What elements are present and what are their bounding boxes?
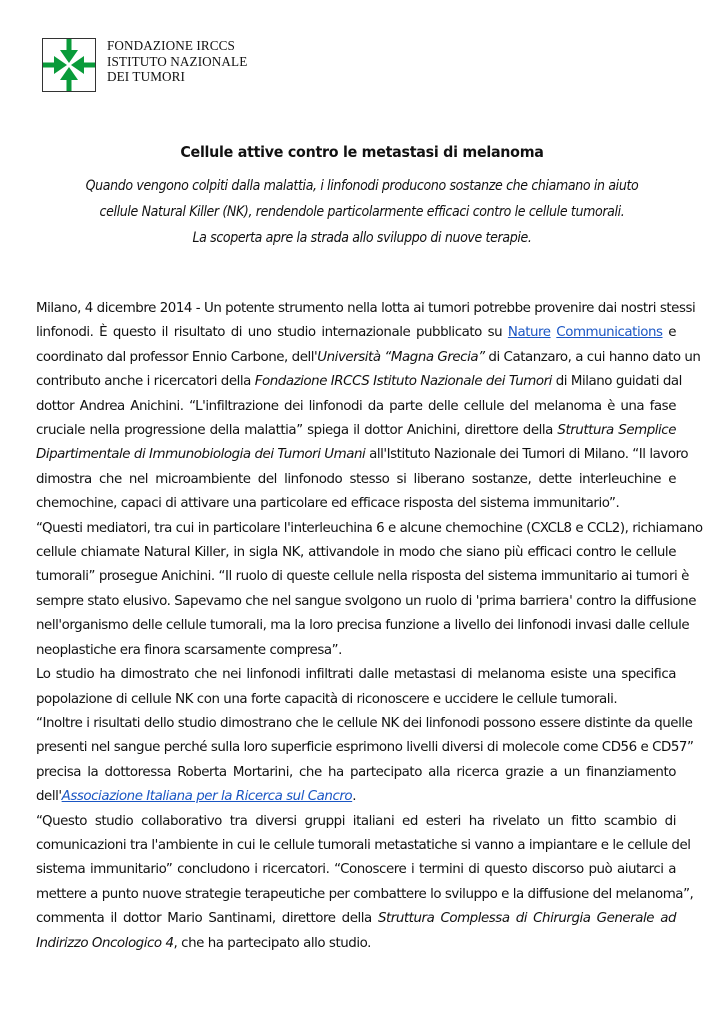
text-line — [36, 419, 676, 443]
department-name: Struttura Complessa di Chirurgia Generale ad — [377, 911, 676, 927]
text-span: commenta il dottor Mario Santinami, direttore della — [36, 911, 378, 927]
text-line: “Questi mediatori, tra cui in particolare l'interleuchina 6 e alcune chemochine (CXCL8 e CCL2), richiamano — [36, 520, 703, 536]
text-line: precisa la dottoressa Roberta Mortarini, che ha partecipato alla ricerca grazie a un finanziamento — [36, 764, 676, 780]
text-line: cellule chiamate Natural Killer, in sigla NK, attivandole in modo che siano più efficaci contro le cellule — [36, 545, 676, 561]
text-line: comunicazioni tra l'ambiente in cui le cellule tumorali metastatiche si vanno a impiantare e le cellule del — [36, 837, 691, 853]
text-line: neoplastiche era finora scarsamente compresa”. — [36, 642, 342, 658]
text-line: “Questo studio collaborativo tra diversi gruppi italiani ed esteri ha rivelato un fitto scambio di — [36, 813, 676, 829]
text-line — [36, 346, 701, 370]
institute-name: Fondazione IRCCS Istituto Nazionale dei Tumori — [254, 374, 552, 390]
article-title: Cellule attive contro le metastasi di melanoma — [180, 143, 544, 161]
text-line: mettere a punto nuove strategie terapeutiche per combattere lo sviluppo e la diffusione del melanoma”, — [36, 886, 694, 902]
department-name: Indirizzo Oncologico 4 — [36, 935, 174, 951]
paragraph-4 — [36, 712, 694, 810]
department-name: Dipartimentale di Immunobiologia dei Tumori Umani — [36, 447, 366, 463]
nature-link[interactable]: Nature — [507, 325, 551, 341]
text-span: e — [668, 325, 677, 341]
text-line — [36, 370, 682, 394]
logo-line: DEI TUMORI — [107, 69, 186, 84]
text-span: dell' — [36, 789, 62, 805]
airc-link[interactable] — [62, 789, 353, 804]
subtitle-line: La scoperta apre la strada allo sviluppo di nuove terapie. — [192, 230, 532, 246]
four-green-arrows-icon — [42, 38, 96, 92]
text-line — [36, 785, 676, 809]
text-span: coordinato dal professor Ennio Carbone, dell' — [36, 349, 318, 365]
text-line: tumorali” prosegue Anichini. “Il ruolo di queste cellule nella risposta del sistema immunitario ai tumori è — [36, 569, 689, 585]
article-body — [36, 297, 703, 956]
subtitle-line: cellule Natural Killer (NK), rendendole particolarmente efficaci contro le cellule tumorali. — [99, 204, 625, 220]
text-line: sempre stato elusivo. Sapevamo che nel sangue svolgono un ruolo di 'prima barriera' contro la diffusione — [36, 593, 696, 609]
institution-name — [107, 38, 247, 85]
text-line: presenti nel sangue perché sulla loro superficie esprimono livelli diversi di molecole come CD56 e CD57” — [36, 740, 694, 756]
logo-line: ISTITUTO NAZIONALE — [107, 53, 248, 69]
paragraph-2 — [36, 517, 703, 663]
institution-logo — [42, 38, 247, 92]
text-line — [36, 932, 676, 956]
text-span: di Catanzaro, a cui hanno dato un — [484, 349, 701, 365]
text-span: , che ha partecipato allo studio. — [173, 935, 371, 951]
text-span: cruciale nella progressione della malattia” spiega il dottor Anichini, direttore della — [36, 423, 558, 439]
subtitle-line: Quando vengono colpiti dalla malattia, i linfonodi producono sostanze che chiamano in aiuto — [85, 178, 639, 194]
paragraph-5 — [36, 810, 694, 956]
text-line — [36, 443, 689, 467]
article-subtitle — [0, 173, 724, 251]
text-span: linfonodi. È questo il risultato di uno studio internazionale pubblicato su — [36, 325, 503, 341]
text-span: all'Istituto Nazionale dei Tumori di Milano. “Il lavoro — [365, 447, 689, 463]
text-line — [36, 907, 676, 931]
text-span: di Milano guidati dal — [551, 374, 682, 390]
text-line: nell'organismo delle cellule tumorali, ma la loro precisa funzione a livello dei linfonodi invasi dalle cellule — [36, 618, 690, 634]
text-line: dottor Andrea Anichini. “L'infiltrazione dei linfonodi da parte delle cellule del melanoma è una fase — [36, 398, 676, 414]
text-line — [36, 321, 676, 345]
communications-link[interactable]: Communications — [556, 325, 663, 341]
department-name: Struttura Semplice — [557, 423, 676, 439]
text-line: “Inoltre i risultati dello studio dimostrano che le cellule NK dei linfonodi possono essere distinte da quelle — [36, 715, 693, 731]
text-line: Lo studio ha dimostrato che nei linfonodi infiltrati dalle metastasi di melanoma esiste una specifica — [36, 667, 676, 683]
airc-link-text[interactable]: Associazione Italiana per la Ricerca sul Cancro — [61, 789, 353, 805]
text-line: chemochine, capaci di attivare una particolare ed efficace risposta del sistema immunitario”. — [36, 496, 620, 512]
logo-line: FONDAZIONE IRCCS — [107, 38, 235, 53]
text-span: contributo anche i ricercatori della — [36, 374, 255, 390]
text-line: dimostra che nel microambiente del linfonodo stesso si liberano sostanze, dette interleuchine e — [36, 471, 676, 487]
text-line: sistema immunitario” concludono i ricercatori. “Conoscere i termini di questo discorso può aiutarci a — [36, 862, 676, 878]
paragraph-1 — [36, 297, 701, 517]
text-span: . — [352, 789, 356, 805]
university-name: Università “Magna Grecia” — [317, 349, 485, 365]
text-line: Milano, 4 dicembre 2014 - Un potente strumento nella lotta ai tumori potrebbe provenire dai nostri stessi — [36, 301, 696, 316]
paragraph-3 — [36, 663, 676, 712]
text-line: popolazione di cellule NK con una forte capacità di riconoscere e uccidere le cellule tumorali. — [36, 691, 618, 707]
